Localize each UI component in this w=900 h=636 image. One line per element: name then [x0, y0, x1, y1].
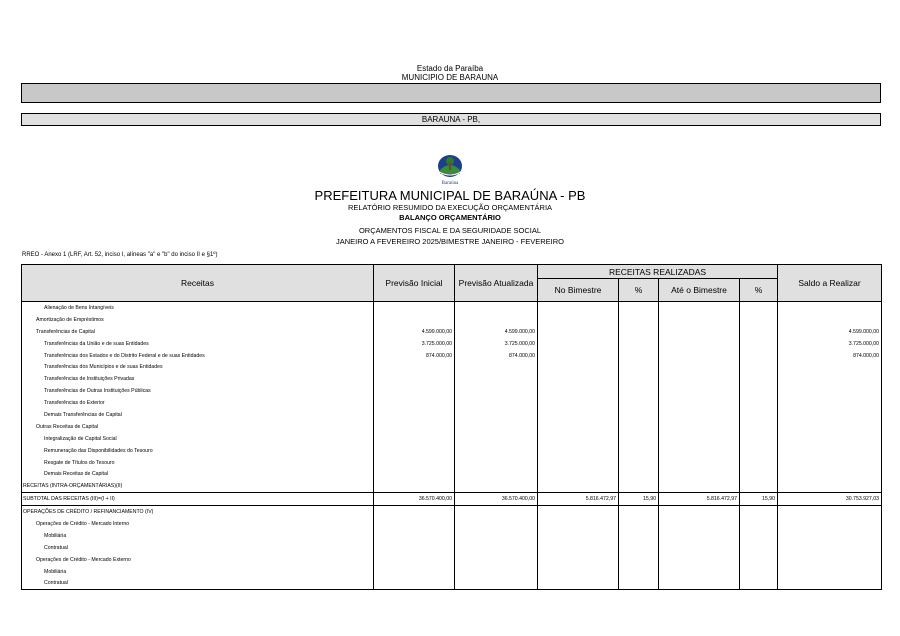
row-value-ab — [659, 385, 740, 397]
col-previsao-inicial: Previsão Inicial — [374, 265, 455, 302]
row-value-ab — [659, 566, 740, 578]
row-value-pa: 874.000,00 — [455, 350, 538, 362]
annex-reference: RREO - Anexo 1 (LRF, Art. 52, inciso I, alíneas "a" e "b" do inciso II e §1º) — [22, 252, 218, 258]
table-row — [22, 566, 882, 578]
row-value-nb — [538, 566, 619, 578]
row-value-pa — [455, 445, 538, 457]
table-row — [22, 409, 882, 421]
row-value-pa — [455, 468, 538, 480]
row-value-nb — [538, 577, 619, 589]
row-value-sr — [778, 373, 882, 385]
row-label: Operações de Crédito - Mercado Externo — [22, 554, 374, 566]
row-label: Alienação de Bens Intangíveis — [22, 302, 374, 314]
report-period: JANEIRO A FEVEREIRO 2025/BIMESTRE JANEIRO - FEVEREIRO — [336, 237, 564, 246]
table-row — [22, 518, 882, 530]
table-row — [22, 530, 882, 542]
row-value-ab — [659, 480, 740, 492]
row-value-sr — [778, 302, 882, 314]
row-value-pa — [455, 566, 538, 578]
row-value-ab — [659, 326, 740, 338]
col-receitas-realizadas: RECEITAS REALIZADAS — [538, 265, 778, 279]
row-value-pi — [374, 433, 455, 445]
row-value-nb — [538, 445, 619, 457]
row-value-p1 — [619, 542, 659, 554]
row-value-pi — [374, 530, 455, 542]
document-header — [0, 64, 900, 82]
table-row — [22, 350, 882, 362]
row-value-p2 — [740, 542, 778, 554]
row-value-ab — [659, 397, 740, 409]
row-value-pa: 36.570.400,00 — [455, 493, 538, 506]
row-value-p2 — [740, 566, 778, 578]
row-value-p1 — [619, 457, 659, 469]
row-label: OPERAÇÕES DE CRÉDITO / REFINANCIAMENTO (IV) — [22, 506, 374, 518]
table-row — [22, 577, 882, 589]
row-value-pa — [455, 373, 538, 385]
row-value-sr — [778, 518, 882, 530]
row-value-nb — [538, 554, 619, 566]
row-value-pi — [374, 518, 455, 530]
row-value-pi — [374, 445, 455, 457]
row-label: Resgate de Títulos do Tesouro — [22, 457, 374, 469]
row-value-pi — [374, 566, 455, 578]
row-value-pa — [455, 433, 538, 445]
row-value-pa — [455, 554, 538, 566]
row-value-p1: 15,90 — [619, 493, 659, 506]
row-value-p1 — [619, 397, 659, 409]
row-value-pi — [374, 385, 455, 397]
row-value-pa — [455, 457, 538, 469]
table-row — [22, 421, 882, 433]
row-label: RECEITAS (INTRA-ORÇAMENTÁRIAS)(II) — [22, 480, 374, 492]
city-bar: BARAUNA - PB, — [21, 113, 881, 126]
table-row — [22, 554, 882, 566]
col-receitas: Receitas — [22, 265, 374, 302]
row-value-sr — [778, 385, 882, 397]
row-value-p2 — [740, 468, 778, 480]
row-value-nb — [538, 373, 619, 385]
row-value-pi — [374, 506, 455, 518]
row-value-p2 — [740, 326, 778, 338]
row-value-nb — [538, 480, 619, 492]
row-value-ab — [659, 445, 740, 457]
row-value-p1 — [619, 480, 659, 492]
row-value-p2 — [740, 530, 778, 542]
gray-banner — [21, 83, 881, 103]
row-label: Demais Receitas de Capital — [22, 468, 374, 480]
row-value-pa — [455, 421, 538, 433]
row-value-sr — [778, 397, 882, 409]
row-label: Mobiliária — [22, 530, 374, 542]
row-label: Transferências da União e de suas Entidades — [22, 338, 374, 350]
row-value-pa — [455, 361, 538, 373]
row-value-p2 — [740, 518, 778, 530]
row-value-pi: 3.725.000,00 — [374, 338, 455, 350]
row-value-p2: 15,90 — [740, 493, 778, 506]
row-value-nb — [538, 518, 619, 530]
table-row — [22, 397, 882, 409]
row-label: Operações de Crédito - Mercado Interno — [22, 518, 374, 530]
row-value-nb — [538, 506, 619, 518]
row-value-sr: 3.725.000,00 — [778, 338, 882, 350]
table-row — [22, 385, 882, 397]
row-value-pi — [374, 373, 455, 385]
row-label: Contratual — [22, 542, 374, 554]
row-label: Transferências dos Estados e do Distrito Federal e de suas Entidades — [22, 350, 374, 362]
col-pct-bimestre: % — [619, 279, 659, 302]
row-value-p2 — [740, 338, 778, 350]
table-row — [22, 480, 882, 492]
row-value-p2 — [740, 409, 778, 421]
row-value-sr — [778, 480, 882, 492]
row-value-sr: 4.599.000,00 — [778, 326, 882, 338]
row-value-nb — [538, 302, 619, 314]
row-value-pi: 36.570.400,00 — [374, 493, 455, 506]
row-label: Contratual — [22, 577, 374, 589]
row-value-nb — [538, 457, 619, 469]
row-value-pi — [374, 314, 455, 326]
row-value-ab — [659, 421, 740, 433]
col-previsao-atualizada: Previsão Atualizada — [455, 265, 538, 302]
row-label: Mobiliária — [22, 566, 374, 578]
row-value-p1 — [619, 338, 659, 350]
row-value-p1 — [619, 326, 659, 338]
row-value-pa: 4.599.000,00 — [455, 326, 538, 338]
row-value-pa — [455, 385, 538, 397]
row-value-sr — [778, 409, 882, 421]
row-value-sr — [778, 421, 882, 433]
row-value-pa — [455, 542, 538, 554]
table-row — [22, 326, 882, 338]
table-row — [22, 542, 882, 554]
row-value-p1 — [619, 566, 659, 578]
row-value-nb — [538, 421, 619, 433]
row-value-nb — [538, 433, 619, 445]
row-value-p2 — [740, 373, 778, 385]
row-value-p2 — [740, 577, 778, 589]
row-value-p1 — [619, 577, 659, 589]
row-value-nb — [538, 409, 619, 421]
row-label: Transferências do Exterior — [22, 397, 374, 409]
row-value-ab — [659, 314, 740, 326]
row-value-sr — [778, 445, 882, 457]
row-value-nb — [538, 530, 619, 542]
report-scope: ORÇAMENTOS FISCAL E DA SEGURIDADE SOCIAL — [358, 226, 542, 235]
row-value-ab — [659, 506, 740, 518]
row-value-ab — [659, 338, 740, 350]
row-value-pi — [374, 409, 455, 421]
logo-text: Baraúna — [441, 181, 459, 186]
row-value-nb — [538, 468, 619, 480]
col-no-bimestre: No Bimestre — [538, 279, 619, 302]
row-value-sr — [778, 457, 882, 469]
row-value-p1 — [619, 506, 659, 518]
row-value-p1 — [619, 314, 659, 326]
row-value-p2 — [740, 421, 778, 433]
row-label: Integralização de Capital Social — [22, 433, 374, 445]
row-value-ab — [659, 542, 740, 554]
row-value-p1 — [619, 530, 659, 542]
row-value-pa: 3.725.000,00 — [455, 338, 538, 350]
row-value-ab — [659, 409, 740, 421]
row-value-p2 — [740, 445, 778, 457]
row-value-p1 — [619, 350, 659, 362]
row-value-p2 — [740, 397, 778, 409]
row-value-sr — [778, 314, 882, 326]
row-value-pi — [374, 361, 455, 373]
row-value-pi: 4.599.000,00 — [374, 326, 455, 338]
row-value-pa — [455, 530, 538, 542]
row-value-pa — [455, 397, 538, 409]
row-value-ab — [659, 518, 740, 530]
row-value-pi — [374, 577, 455, 589]
row-label: Transferências dos Municípios e de suas Entidades — [22, 361, 374, 373]
row-value-ab — [659, 373, 740, 385]
col-pct-ate: % — [740, 279, 778, 302]
table-row — [22, 506, 882, 518]
row-value-p1 — [619, 468, 659, 480]
row-value-p1 — [619, 554, 659, 566]
row-value-p1 — [619, 302, 659, 314]
row-value-sr — [778, 433, 882, 445]
row-label: Transferências de Instituições Privadas — [22, 373, 374, 385]
state-name: Estado da Paraíba — [416, 64, 484, 73]
row-value-p1 — [619, 409, 659, 421]
row-value-pi — [374, 421, 455, 433]
row-value-nb — [538, 361, 619, 373]
row-label: SUBTOTAL DAS RECEITAS (III)=(I + II) — [22, 493, 374, 506]
row-value-sr — [778, 468, 882, 480]
row-value-pa — [455, 314, 538, 326]
row-value-nb — [538, 397, 619, 409]
row-value-sr — [778, 542, 882, 554]
table-row — [22, 433, 882, 445]
row-value-ab: 5.816.472,97 — [659, 493, 740, 506]
row-value-pi: 874.000,00 — [374, 350, 455, 362]
report-title: PREFEITURA MUNICIPAL DE BARAÚNA - PB — [314, 188, 586, 203]
row-value-sr — [778, 361, 882, 373]
row-value-nb — [538, 385, 619, 397]
row-label: Transferências de Capital — [22, 326, 374, 338]
row-value-ab — [659, 530, 740, 542]
row-value-ab — [659, 433, 740, 445]
row-value-ab — [659, 554, 740, 566]
row-value-p1 — [619, 433, 659, 445]
table-row — [22, 445, 882, 457]
table-row — [22, 457, 882, 469]
row-value-nb — [538, 542, 619, 554]
row-value-pi — [374, 468, 455, 480]
row-label: Remuneração das Disponibilidades do Tesouro — [22, 445, 374, 457]
table-row — [22, 468, 882, 480]
row-value-p2 — [740, 314, 778, 326]
row-value-pi — [374, 302, 455, 314]
row-label: Demais Transferências de Capital — [22, 409, 374, 421]
row-value-sr: 874.000,00 — [778, 350, 882, 362]
row-value-nb — [538, 314, 619, 326]
row-value-ab — [659, 457, 740, 469]
row-value-p2 — [740, 385, 778, 397]
table-row — [22, 338, 882, 350]
row-value-pi — [374, 554, 455, 566]
budget-table — [21, 264, 882, 590]
row-value-pa — [455, 409, 538, 421]
row-value-p1 — [619, 385, 659, 397]
row-label: Transferências de Outras Instituições Públicas — [22, 385, 374, 397]
col-ate-bimestre: Até o Bimestre — [659, 279, 740, 302]
row-value-pa — [455, 302, 538, 314]
report-section: BALANÇO ORÇAMENTÁRIO — [399, 213, 501, 222]
row-value-ab — [659, 577, 740, 589]
table-row — [22, 493, 882, 506]
row-value-p2 — [740, 480, 778, 492]
row-value-p2 — [740, 361, 778, 373]
row-value-pi — [374, 457, 455, 469]
row-value-ab — [659, 302, 740, 314]
row-value-sr: 30.753.927,03 — [778, 493, 882, 506]
row-value-pa — [455, 480, 538, 492]
table-row — [22, 373, 882, 385]
row-value-nb — [538, 350, 619, 362]
row-label: Amortização de Empréstimos — [22, 314, 374, 326]
table-row — [22, 361, 882, 373]
row-value-pi — [374, 397, 455, 409]
row-value-sr — [778, 530, 882, 542]
row-value-sr — [778, 554, 882, 566]
row-value-p1 — [619, 361, 659, 373]
row-label: Outras Receitas de Capital — [22, 421, 374, 433]
row-value-p1 — [619, 518, 659, 530]
row-value-pa — [455, 518, 538, 530]
row-value-nb — [538, 338, 619, 350]
row-value-p2 — [740, 506, 778, 518]
row-value-pi — [374, 542, 455, 554]
report-subtitle: RELATÓRIO RESUMIDO DA EXECUÇÃO ORÇAMENTÁRIA — [347, 203, 553, 212]
row-value-p2 — [740, 350, 778, 362]
row-value-sr — [778, 506, 882, 518]
row-value-p2 — [740, 554, 778, 566]
col-saldo: Saldo a Realizar — [778, 265, 882, 302]
row-value-ab — [659, 468, 740, 480]
barauna-coat-of-arms-icon — [432, 150, 468, 186]
row-value-sr — [778, 577, 882, 589]
row-value-pi — [374, 480, 455, 492]
row-value-sr — [778, 566, 882, 578]
table-row — [22, 302, 882, 314]
row-value-p2 — [740, 302, 778, 314]
row-value-ab — [659, 361, 740, 373]
row-value-ab — [659, 350, 740, 362]
row-value-pa — [455, 506, 538, 518]
row-value-p1 — [619, 421, 659, 433]
municipality-name: MUNICIPIO DE BARAUNA — [401, 73, 499, 82]
row-value-p1 — [619, 373, 659, 385]
table-row — [22, 314, 882, 326]
row-value-p1 — [619, 445, 659, 457]
row-value-p2 — [740, 457, 778, 469]
row-value-nb: 5.816.472,97 — [538, 493, 619, 506]
row-value-p2 — [740, 433, 778, 445]
row-value-nb — [538, 326, 619, 338]
row-value-pa — [455, 577, 538, 589]
